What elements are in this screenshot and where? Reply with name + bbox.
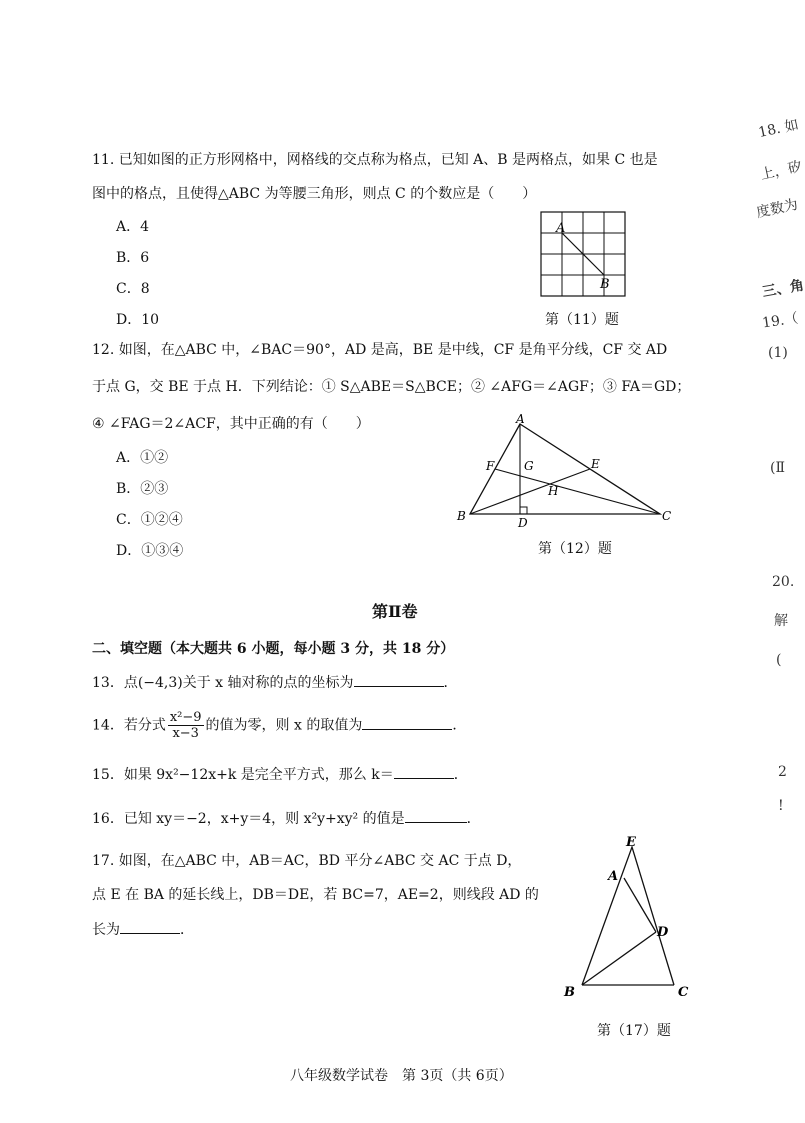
edge-fragment-12: ! (778, 798, 784, 814)
q12-label-b: B (457, 509, 466, 523)
q16 (92, 808, 481, 829)
q14-fraction (168, 710, 204, 741)
q12-label-e: E (591, 457, 600, 471)
q13-text: 13．点(−4,3)关于 x 轴对称的点的坐标为 (92, 675, 354, 691)
q17-label-d: D (657, 925, 669, 940)
q12-label-d: D (518, 516, 528, 530)
section-title: 第Ⅱ卷 (372, 602, 418, 621)
edge-fragment-2: 上，矽 (759, 158, 804, 184)
q15-text: 15．如果 9x²−12x+k 是完全平方式，那么 k＝ (92, 767, 394, 783)
edge-fragment-7: (Ⅱ (770, 460, 785, 476)
q17-triangle-figure (556, 830, 696, 1006)
q12-label-g: G (524, 459, 534, 473)
q17-end: ． (180, 922, 194, 938)
q17-label-b: B (564, 985, 575, 1000)
q11-grid-figure (536, 208, 628, 300)
q15-end: ． (453, 767, 468, 783)
q14-denominator: x−3 (172, 726, 199, 741)
q17-line3-text: 长为 (92, 922, 120, 938)
q11-line1: 11. 已知如图的正方形网格中，网格线的交点称为格点，已知 A、B 是两格点，如果 C 也是 (92, 152, 658, 168)
q17-line2: 点 E 在 BA 的延长线上，DB＝DE，若 BC=7，AE=2，则线段 AD 的 (92, 887, 539, 903)
q12-label-a: A (516, 412, 525, 426)
q11-option-c: C．8 (116, 281, 150, 297)
q16-end: ． (466, 811, 481, 827)
edge-fragment-8: 20. (772, 574, 795, 590)
edge-fragment-9: 解 (774, 613, 788, 629)
q15 (92, 764, 468, 785)
q12-option-b: B．②③ (116, 481, 169, 497)
q13 (92, 672, 458, 693)
q12-option-d: D．①③④ (116, 543, 184, 559)
q17-line1: 17. 如图，在△ABC 中，AB＝AC，BD 平分∠ABC 交 AC 于点 D， (92, 853, 522, 869)
q11-label-b: B (600, 277, 610, 292)
q12-line3: ④ ∠FAG＝2∠ACF，其中正确的有（ ） (92, 416, 370, 432)
section2-heading: 二、填空题（本大题共 6 小题，每小题 3 分，共 18 分） (92, 641, 455, 657)
edge-fragment-4: 三、角 (761, 277, 805, 301)
q14-prefix: 14．若分式 (92, 717, 166, 734)
q17-caption: 第（17）题 (597, 1023, 671, 1039)
page-footer: 八年级数学试卷 第 3页（共 6页） (290, 1068, 513, 1084)
q17-label-e: E (626, 835, 636, 850)
q17-label-c: C (678, 985, 689, 1000)
q14 (92, 710, 466, 741)
q12-label-c: C (662, 509, 672, 523)
q13-answer-blank (354, 672, 444, 687)
q12-triangle-figure (452, 412, 682, 528)
q14-end: ． (452, 717, 467, 734)
q12-caption: 第（12）题 (538, 541, 612, 557)
q14-answer-blank (362, 715, 452, 730)
q11-option-a: A．4 (116, 219, 150, 235)
q17-answer-blank (120, 919, 180, 934)
edge-fragment-3: 度数为 (755, 196, 800, 222)
q17-label-a: A (608, 869, 619, 884)
q12-option-a: A．①② (116, 450, 169, 466)
edge-fragment-5: 19.（ (761, 310, 800, 332)
q12-label-h: H (548, 484, 559, 498)
q11-option-b: B．6 (116, 250, 150, 266)
q11-line2: 图中的格点，且使得△ABC 为等腰三角形，则点 C 的个数应是（ ） (92, 186, 537, 202)
edge-fragment-10: ( (776, 652, 782, 668)
q12-label-f: F (486, 459, 495, 473)
q12-line1: 12. 如图，在△ABC 中，∠BAC＝90°，AD 是高，BE 是中线，CF 是角平分线，CF 交 AD (92, 342, 668, 358)
q12-line2: 于点 G，交 BE 于点 H．下列结论：① S△ABE＝S△BCE；② ∠AFG＝∠AGF；③ FA＝GD； (92, 379, 691, 395)
q15-answer-blank (394, 764, 454, 779)
q14-numerator: x²−9 (169, 710, 202, 725)
q11-caption: 第（11）题 (545, 312, 619, 328)
q12-option-c: C．①②④ (116, 512, 183, 528)
q13-end: ． (443, 675, 458, 691)
q16-answer-blank (405, 808, 467, 823)
q11-option-d: D．10 (116, 312, 160, 328)
q17-line3 (92, 919, 194, 940)
q16-text: 16．已知 xy＝−2，x+y＝4，则 x²y+xy² 的值是 (92, 811, 405, 827)
edge-fragment-1: 18. 如 (756, 116, 801, 142)
edge-fragment-6: (1) (768, 345, 788, 361)
edge-fragment-11: 2 (778, 764, 787, 780)
q11-label-a: A (556, 221, 566, 236)
q14-suffix: 的值为零，则 x 的取值为 (205, 717, 363, 734)
